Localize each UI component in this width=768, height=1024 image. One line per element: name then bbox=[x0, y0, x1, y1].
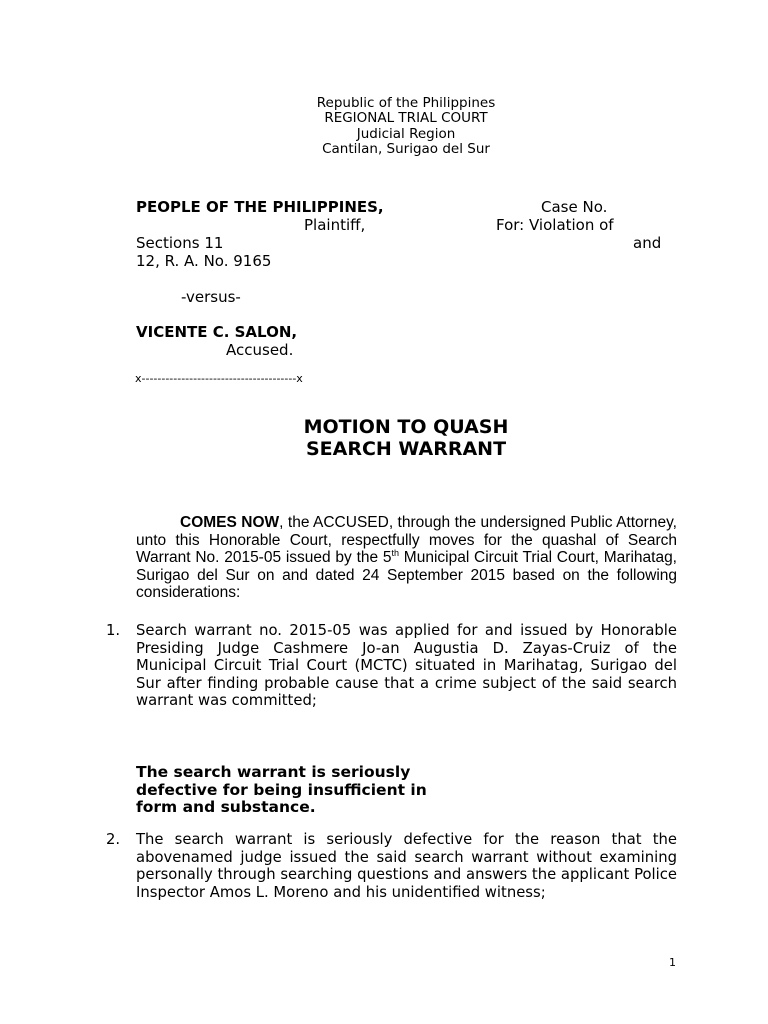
document-title-line1: MOTION TO QUASH bbox=[303, 416, 509, 438]
court-header-republic: Republic of the Philippines bbox=[316, 95, 496, 111]
accused-role: Accused. bbox=[226, 341, 294, 359]
item-2-text: The search warrant is seriously defective for the reason that the abovenamed judge issued the said search warrant without examining personally through searching questions and answers the applicant Police Inspector Amos L. Moreno and his unidentified witness; bbox=[136, 831, 677, 901]
plaintiff-role: Plaintiff, bbox=[304, 216, 366, 234]
intro-text-a: , the ACCUSED, through the undersigned Public Attorney, unto this Honorable Court, respectfully moves for the quashal of Search Warrant No. 2015-05 issued by the 5 bbox=[136, 514, 677, 567]
caption-separator: x---------------------------------------x bbox=[135, 372, 303, 385]
intro-superscript: th bbox=[391, 548, 400, 559]
intro-text-b: Municipal Circuit Trial Court, Marihatag, Surigao del Sur on and dated 24 September 2015 based on the following considerations: bbox=[136, 549, 677, 602]
charge-law: 12, R. A. No. 9165 bbox=[136, 252, 272, 270]
document-title-line2: SEARCH WARRANT bbox=[305, 438, 507, 460]
court-header-region: Judicial Region bbox=[356, 126, 456, 142]
case-number-label: Case No. bbox=[541, 198, 608, 216]
court-header-court: REGIONAL TRIAL COURT bbox=[324, 110, 488, 126]
accused-name: VICENTE C. SALON, bbox=[136, 323, 298, 341]
item-2-number: 2. bbox=[106, 831, 121, 848]
page-number: 1 bbox=[669, 956, 676, 969]
section-subheading: The search warrant is seriously defective for being insufficient in form and substance. bbox=[136, 763, 427, 817]
plaintiff-name: PEOPLE OF THE PHILIPPINES, bbox=[136, 198, 384, 216]
charge-label: For: Violation of bbox=[496, 216, 614, 234]
intro-paragraph bbox=[136, 514, 677, 602]
versus-label: -versus- bbox=[181, 288, 241, 306]
intro-lead: COMES NOW bbox=[180, 514, 280, 531]
item-1-number: 1. bbox=[106, 622, 121, 639]
charge-sections: Sections 11 bbox=[136, 234, 224, 252]
court-header-location: Cantilan, Surigao del Sur bbox=[322, 141, 490, 157]
charge-sections-and: and bbox=[633, 234, 662, 252]
item-1-text: Search warrant no. 2015-05 was applied for and issued by Honorable Presiding Judge Cashmere Jo-an Augustia D. Zayas-Cruiz of the Municipal Circuit Trial Court (MCTC) situated in Marihatag, Surigao del Sur after finding probable cause that a crime subject of the said search warrant was committed; bbox=[136, 622, 677, 710]
